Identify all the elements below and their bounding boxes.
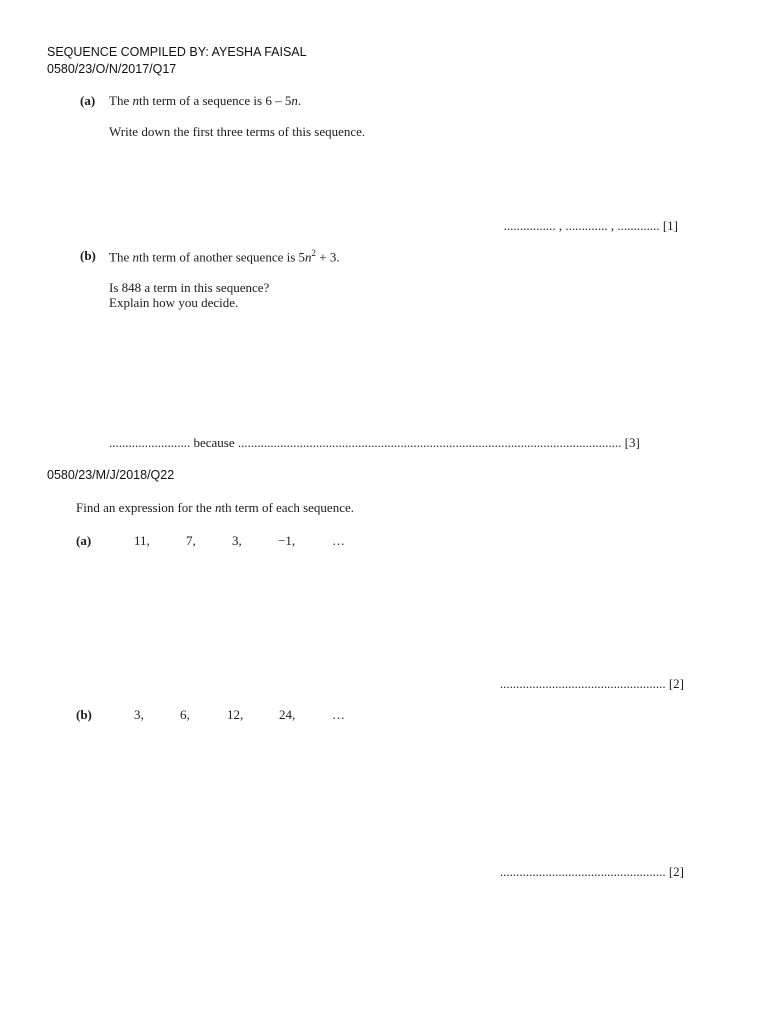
q22-part-b-answer-line[interactable]: ................................................... [2] <box>499 864 684 879</box>
sequence-term: 6, <box>180 707 190 722</box>
part-a-label: (a) <box>80 93 96 108</box>
sequence-ellipsis: … <box>332 707 345 722</box>
question-reference: 0580/23/M/J/2018/Q22 <box>47 468 175 482</box>
sequence-ellipsis: … <box>332 533 345 548</box>
q22-part-a-answer-line[interactable]: ................................................... [2] <box>499 676 684 691</box>
part-a-instruction: Write down the first three terms of this sequence. <box>109 124 366 139</box>
q22-part-a-sequence <box>0 533 768 553</box>
q22-part-b-sequence <box>0 707 768 727</box>
q22-part-b-label: (b) <box>76 707 92 722</box>
q22-instruction: Find an expression for the nth term of each sequence. <box>76 500 354 515</box>
sequence-term: 24, <box>279 707 296 722</box>
part-b-label: (b) <box>80 248 96 263</box>
part-b-stem: The nth term of another sequence is $5n^2 + 3$. <box>109 248 340 265</box>
sequence-term: 12, <box>227 707 244 722</box>
part-b-explain: Explain how you decide. <box>109 295 239 310</box>
q22-part-a-label: (a) <box>76 533 92 548</box>
part-b-answer-line[interactable]: ......................... because ...................................................................................................................... [3] <box>109 435 640 450</box>
compiler-credit: SEQUENCE COMPILED BY: AYESHA FAISAL <box>47 45 307 59</box>
question-reference: 0580/23/O/N/2017/Q17 <box>47 62 177 76</box>
sequence-term: 7, <box>186 533 196 548</box>
sequence-term: −1, <box>278 533 296 548</box>
part-b-question: Is 848 a term in this sequence? <box>109 280 270 295</box>
sequence-term: 3, <box>232 533 242 548</box>
part-a-answer-line[interactable]: ................ , ............. , ............. [1] <box>503 218 678 233</box>
sequence-term: 11, <box>134 533 150 548</box>
sequence-term: 3, <box>134 707 144 722</box>
part-a-stem: The nth term of a sequence is 6 – 5n. <box>109 93 302 108</box>
